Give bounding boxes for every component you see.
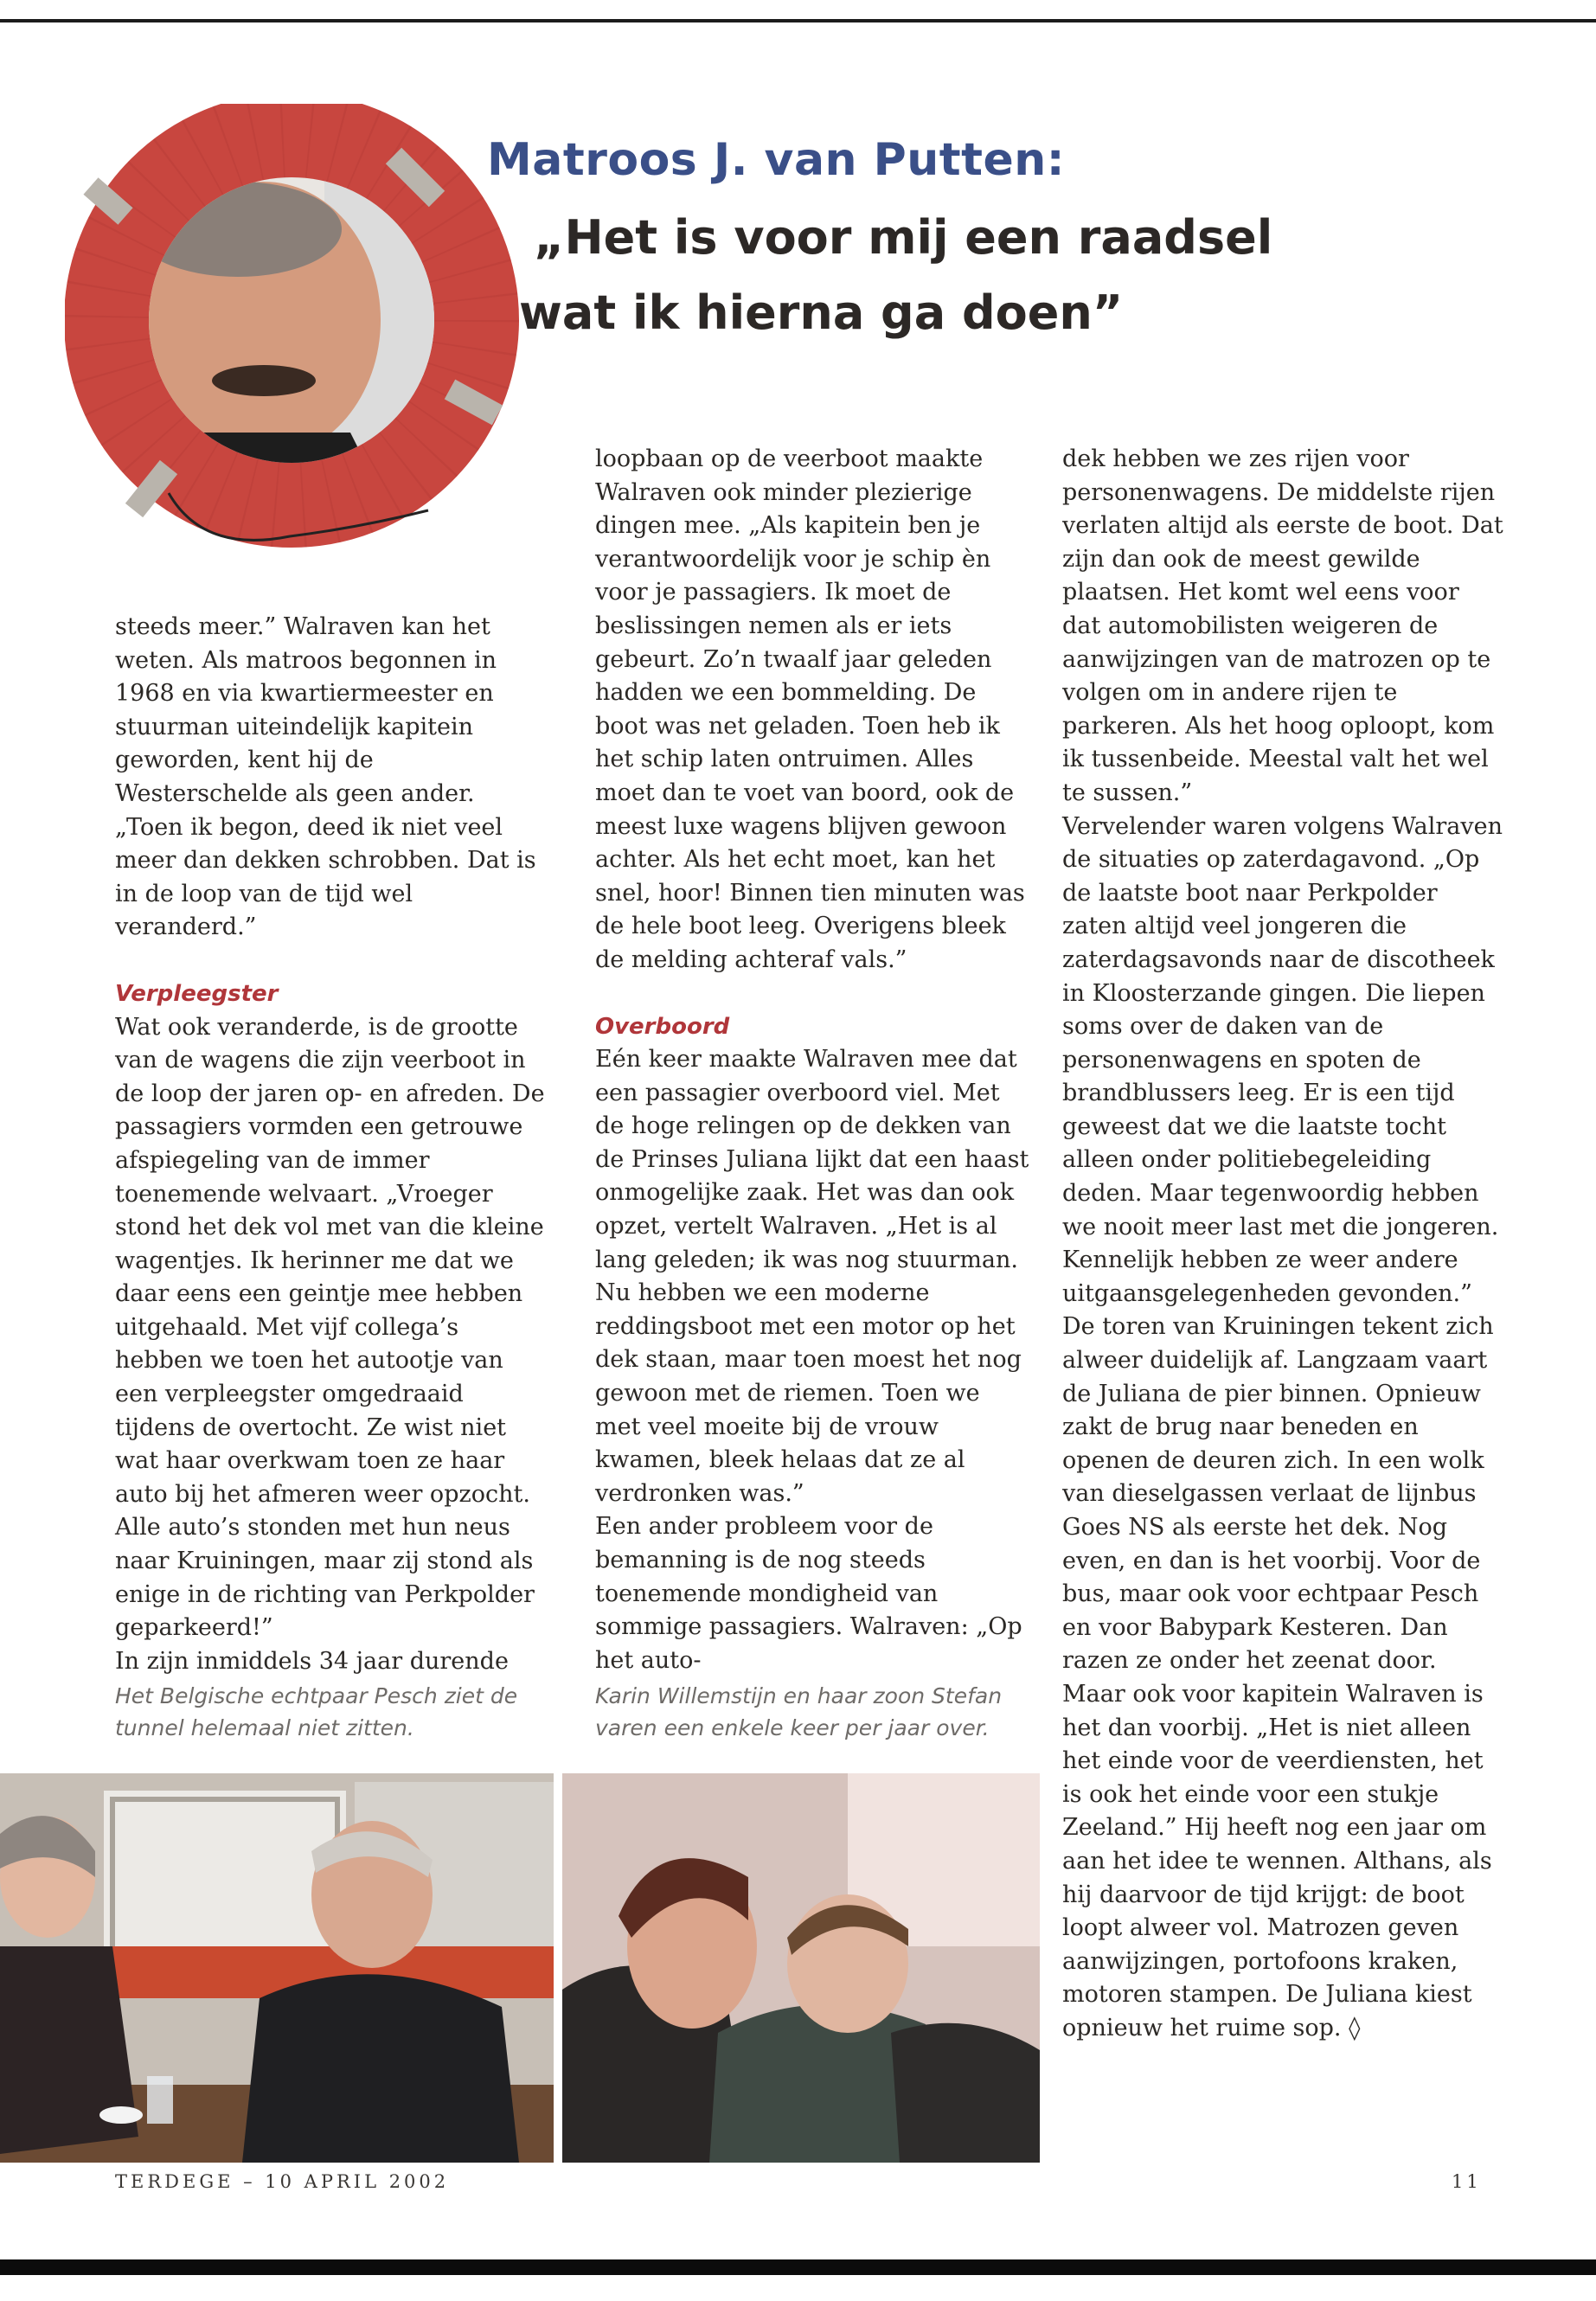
paragraph: steeds meer.” Walraven kan het weten. Als matroos begonnen in 1968 en via kwartiermeester en stuurman uiteindelijk kapitein geworden, kent hij de Westerschelde als geen ander. „Toen ik begon, deed ik niet veel meer dan dekken schrobben. Dat is in de loop van de tijd wel veranderd.”: [115, 613, 536, 941]
headline-quote-line1: „Het is voor mij een raadsel: [534, 210, 1273, 265]
bottom-rule: [0, 2259, 1596, 2275]
top-rule: [0, 19, 1596, 22]
paragraph: loopbaan op de veerboot maakte Walraven ook minder plezierige dingen mee. „Als kapitein ben je verantwoordelijk voor je schip èn voor je passagiers. Ik moet de beslissingen nemen als er iets gebeurt. Zo’n twaalf jaar geleden hadden we een bommelding. De boot was net geladen. Toen heb ik het schip laten ontruimen. Alles moet dan te voet van boord, ook de meest luxe wagens blijven gewoon achter. Als het echt moet, kan het snel, hoor! Binnen tien minuten was de hele boot leeg. Overigens bleek de melding achteraf vals.”: [595, 445, 1025, 973]
article-column-3: [1062, 443, 1503, 2046]
photo-pesch-couple: [0, 1773, 554, 2163]
page-number: 11: [1452, 2171, 1482, 2192]
paragraph: Een ander probleem voor de bemanning is de nog steeds toenemende mondigheid van sommige passagiers. Walraven: „Op het auto-: [595, 1513, 1022, 1674]
paragraph: dek hebben we zes rijen voor personenwagens. De middelste rijen verlaten altijd als eerste de boot. Dat zijn dan ook de meest gewilde plaatsen. Het komt wel eens voor dat automobilisten weigeren de aanwijzingen van de matrozen op te volgen om in andere rijen te parkeren. Als het hoog oploopt, kom ik tussenbeide. Meestal valt het wel te sussen.”: [1062, 445, 1503, 806]
paragraph: De toren van Kruiningen tekent zich alweer duidelijk af. Langzaam vaart de Juliana de pier binnen. Opnieuw zakt de brug naar beneden en openen de deuren zich. In een wolk van dieselgassen verlaat de lijnbus Goes NS als eerste het dek. Nog even, en dan is het voorbij. Voor de bus, maar ook voor echtpaar Pesch en voor Babypark Kesteren. Dan razen ze onder het zeenat door. Maar ook voor kapitein Walraven is het dan voorbij. „Het is niet alleen het einde voor de veerdiensten, het is ook het einde voor een stukje Zeeland.” Hij heeft nog een jaar om aan het idee te wennen. Althans, als hij daarvoor de tijd krijgt: de boot loopt alweer vol. Matrozen geven aanwijzingen, portofoons kraken, motoren stampen. De Juliana kiest opnieuw het ruime sop. ◊: [1062, 1313, 1494, 2041]
footer-publication: TERDEGE – 10 APRIL 2002: [115, 2171, 450, 2192]
paragraph: Vervelender waren volgens Walraven de situaties op zaterdagavond. „Op de laatste boot naar Perkpolder zaten altijd veel jongeren die zaterdagsavonds naar de discotheek in Kloosterzande gingen. Die liepen soms over de daken van de personenwagens en spoten de brandblussers leeg. Er is een tijd geweest dat we die laatste tocht alleen onder politiebegeleiding deden. Maar tegenwoordig hebben we nooit meer last met die jongeren. Kennelijk hebben ze weer andere uitgaansgelegenheden gevonden.”: [1062, 812, 1503, 1307]
subheading-overboord: Overboord: [595, 1013, 730, 1040]
photo-willemstijn-mother-son: [562, 1773, 1040, 2163]
headline-name: Matroos J. van Putten:: [487, 134, 1066, 186]
paragraph: Wat ook veranderde, is de grootte van de wagens die zijn veerboot in de loop der jaren op- en afreden. De passagiers vormden een getrouwe afspiegeling van de immer toenemende welvaart. „Vroeger stond het dek vol met van die kleine wagentjes. Ik herinner me dat we daar eens een geintje mee hebben uitgehaald. Met vijf collega’s hebben we toen het autootje van een verpleegster omgedraaid tijdens de overtocht. Ze wist niet wat haar overkwam toen ze haar auto bij het afmeren weer opzocht. Alle auto’s stonden met hun neus naar Kruiningen, maar zij stond als enige in de richting van Perkpolder geparkeerd!”: [115, 1013, 545, 1642]
subheading-verpleegster: Verpleegster: [115, 980, 279, 1007]
headline-quote-line2: wat ik hierna ga doen”: [519, 285, 1124, 340]
photo-caption-right: Karin Willemstijn en haar zoon Stefan varen een enkele keer per jaar over.: [595, 1683, 1003, 1740]
paragraph: In zijn inmiddels 34 jaar durende: [115, 1647, 509, 1675]
lifebuoy-portrait: [65, 104, 532, 562]
article-column-1: [115, 611, 548, 1678]
article-column-2: [595, 443, 1032, 1677]
photo-caption-left: Het Belgische echtpaar Pesch ziet de tunnel helemaal niet zitten.: [115, 1683, 518, 1740]
paragraph: Eén keer maakte Walraven mee dat een passagier overboord viel. Met de hoge relingen op de dekken van de Prinses Juliana lijkt dat een haast onmogelijke zaak. Het was dan ook opzet, vertelt Walraven. „Het is al lang geleden; ik was nog stuurman. Nu hebben we een moderne reddingsboot met een motor op het dek staan, maar toen moest het nog gewoon met de riemen. Toen we met veel moeite bij de vrouw kwamen, bleek helaas dat ze al verdronken was.”: [595, 1046, 1029, 1507]
